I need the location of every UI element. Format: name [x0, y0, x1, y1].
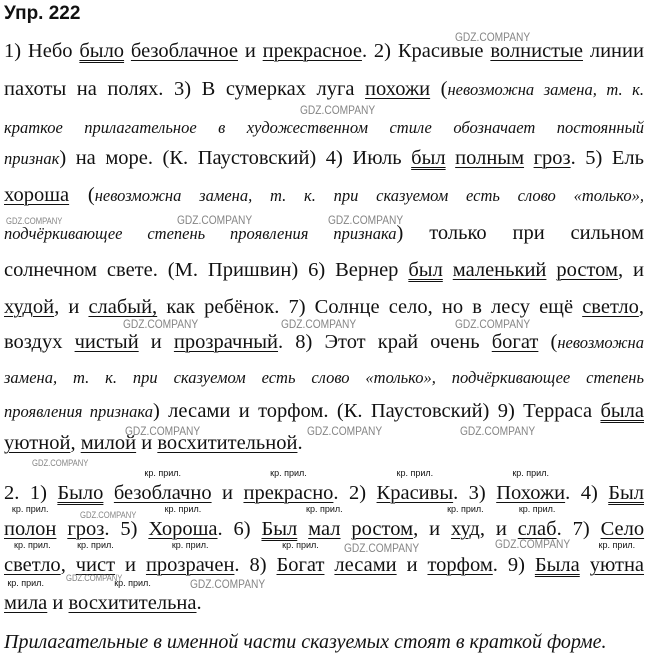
short-adjective: кр. прил. Богат: [276, 540, 325, 576]
short-adjective: кр. прил. прозрачен: [145, 540, 235, 576]
predicate-word: был: [408, 259, 443, 281]
short-adjective: кр. прил. чист: [75, 540, 116, 576]
short-adjective-label: кр. прил.: [518, 504, 556, 514]
short-adjective-label: кр. прил.: [447, 504, 484, 514]
short-adjective: кр. прил. худ: [447, 504, 484, 540]
text-line-9: воздух чистый и прозрачный. 8) Этот край очень богат (невозможна: [4, 331, 644, 353]
short-adjective: кр. прил. слаб: [517, 504, 557, 540]
watermark: GDZ.COMPANY: [32, 458, 89, 468]
watermark: GDZ.COMPANY: [177, 213, 253, 227]
predicate-word: волнистые: [490, 40, 583, 62]
predicate-word: гроз: [533, 147, 571, 169]
predicate-word: Было: [57, 482, 104, 504]
predicate-word: был: [411, 147, 446, 169]
predicate-word: ростом: [556, 259, 618, 281]
answer-line-3: кр. прил. светло, кр. прил. чист и кр. прил. прозрачен. 8) кр. прил. Богат лесами и торфом. 9) Была кр. прил. уютна: [4, 550, 644, 580]
answer-line-2: кр. прил. полон гроз. 5) кр. прил. Хороша. 6) Был кр. прил. мал ростом, и кр. прил. худ, и кр. прил. слаб. 7) Село: [4, 514, 644, 544]
short-adjective: кр. прил. прекрасно: [243, 468, 334, 504]
predicate-word: Был: [608, 482, 645, 504]
predicate-word: богат: [491, 331, 539, 353]
text-line-7: солнечном свете. (М. Пришвин) 6) Вернер был маленький ростом, и: [4, 259, 645, 281]
short-adjective-label: кр. прил.: [396, 468, 434, 478]
short-adjective-label: кр. прил.: [598, 540, 636, 550]
watermark: GDZ.COMPANY: [66, 573, 123, 583]
short-adjective-label: кр. прил.: [77, 540, 114, 550]
predicate-word: Село: [600, 518, 645, 540]
predicate-word: худой: [4, 296, 55, 318]
short-adjective-label: кр. прил.: [144, 468, 182, 478]
short-adjective-label: кр. прил.: [11, 504, 49, 514]
predicate-word: Была: [534, 554, 580, 576]
predicate-word: слабый,: [88, 296, 158, 318]
short-adjective: кр. прил. Хороша: [148, 504, 218, 540]
predicate-word: Был: [261, 518, 298, 540]
text-line-12: уютной, милой и восхитительной.: [4, 432, 303, 454]
explanation-note: проявления признака: [4, 402, 153, 421]
short-adjective-label: кр. прил.: [306, 504, 343, 514]
predicate-word: уютной: [4, 432, 71, 454]
text-line-1: 1) Небо было безоблачное и прекрасное. 2) Красивые волнистые линии: [4, 40, 644, 62]
watermark: GDZ.COMPANY: [123, 317, 199, 331]
watermark: GDZ.COMPANY: [281, 317, 357, 331]
predicate-word: светло: [582, 296, 639, 318]
watermark: GDZ.COMPANY: [190, 577, 266, 591]
short-adjective-label: кр. прил.: [512, 468, 549, 478]
predicate-word: была: [600, 400, 644, 422]
short-adjective: кр. прил. светло: [4, 540, 61, 576]
predicate-word: маленький: [452, 259, 547, 281]
predicate-word: полным: [455, 147, 525, 169]
short-adjective-label: кр. прил.: [114, 578, 151, 588]
watermark: GDZ.COMPANY: [300, 103, 376, 117]
text-line-2: пахоты на полях. 3) В сумерках луга похожи (невозможна замена, т. к.: [4, 78, 645, 100]
text-line-8: худой, и слабый, как ребёнок. 7) Солнце село, но в лесу ещё светло,: [4, 296, 644, 318]
short-adjective: кр. прил. мал: [306, 504, 343, 540]
predicate-word: чистый: [74, 331, 139, 353]
short-adjective-label: кр. прил.: [7, 578, 44, 588]
answer-line-4: кр. прил. мила и кр. прил. восхитительна.: [4, 588, 644, 618]
text-line-11: проявления признака) лесами и торфом. (К. Паустовский) 9) Терраса была: [4, 400, 644, 422]
watermark: GDZ.COMPANY: [80, 510, 137, 520]
short-adjective: кр. прил. Красивы: [376, 468, 454, 504]
watermark: GDZ.COMPANY: [455, 317, 531, 331]
predicate-word: хороша: [4, 184, 70, 206]
short-adjective: кр. прил. Похожи: [496, 468, 566, 504]
explanation-note: краткое прилагательное в художественном стиле обозначает постоянный: [4, 118, 644, 137]
short-adjective: кр. прил. уютна: [589, 540, 645, 576]
text-line-10: [4, 362, 644, 393]
explanation-note: невозможна замена, т. к. при сказуемом есть слово «только»,: [94, 186, 644, 205]
predicate-word: ростом: [351, 518, 414, 540]
predicate-word: милой: [80, 432, 137, 454]
short-adjective: кр. прил. восхитительна: [68, 578, 197, 614]
explanation-note: признак: [4, 149, 60, 168]
text-line-6: подчёркивающее степень проявления признака) только при сильном: [4, 222, 645, 244]
watermark: GDZ.COMPANY: [455, 30, 531, 44]
short-adjective-label: кр. прил.: [171, 540, 209, 550]
short-adjective-label: кр. прил.: [282, 540, 319, 550]
exercise-title: Упр. 222: [4, 3, 81, 24]
text-line-4: признак) на море. (К. Паустовский) 4) Июль был полным гроз. 5) Ель: [4, 147, 644, 169]
answer-line-1: 2. 1) Было кр. прил. безоблачно и кр. прил. прекрасно. 2) кр. прил. Красивы. 3) кр. прил. Похожи. 4) Был: [4, 478, 644, 508]
predicate-word: безоблачное: [130, 40, 238, 62]
short-adjective: кр. прил. полон: [4, 504, 57, 540]
short-adjective-label: кр. прил.: [270, 468, 307, 478]
predicate-word: гроз: [67, 518, 105, 540]
watermark: GDZ.COMPANY: [495, 537, 571, 551]
short-adjective-label: кр. прил.: [14, 540, 51, 550]
predicate-word: торфом: [427, 554, 493, 576]
explanation-note: невозможна замена, т. к.: [447, 80, 645, 99]
explanation-note: невозможна: [557, 333, 644, 352]
watermark: GDZ.COMPANY: [125, 424, 201, 438]
predicate-word: восхитительной: [157, 432, 298, 454]
explanation-note: замена, т. к. при сказуемом есть слово «только», подчёркивающее степень: [4, 368, 644, 387]
text-line-5: хороша (невозможна замена, т. к. при сказуемом есть слово «только»,: [4, 184, 644, 206]
watermark: GDZ.COMPANY: [460, 424, 536, 438]
predicate-word: похожи: [365, 78, 431, 100]
watermark: GDZ.COMPANY: [328, 213, 404, 227]
predicate-word: прекрасное: [262, 40, 362, 62]
watermark: GDZ.COMPANY: [307, 424, 383, 438]
short-adjective: кр. прил. безоблачно: [113, 468, 212, 504]
watermark: GDZ.COMPANY: [344, 541, 420, 555]
predicate-word: лесами: [334, 554, 397, 576]
explanation-note: подчёркивающее степень проявления признака: [4, 224, 397, 243]
predicate-word: было: [79, 40, 125, 62]
short-adjective: кр. прил. мила: [4, 578, 48, 614]
watermark: GDZ.COMPANY: [6, 216, 63, 226]
predicate-word: прозрачный: [173, 331, 279, 353]
short-adjective-label: кр. прил.: [164, 504, 202, 514]
conclusion-text: Прилагательные в именной части сказуемых стоят в краткой форме.: [4, 631, 607, 653]
